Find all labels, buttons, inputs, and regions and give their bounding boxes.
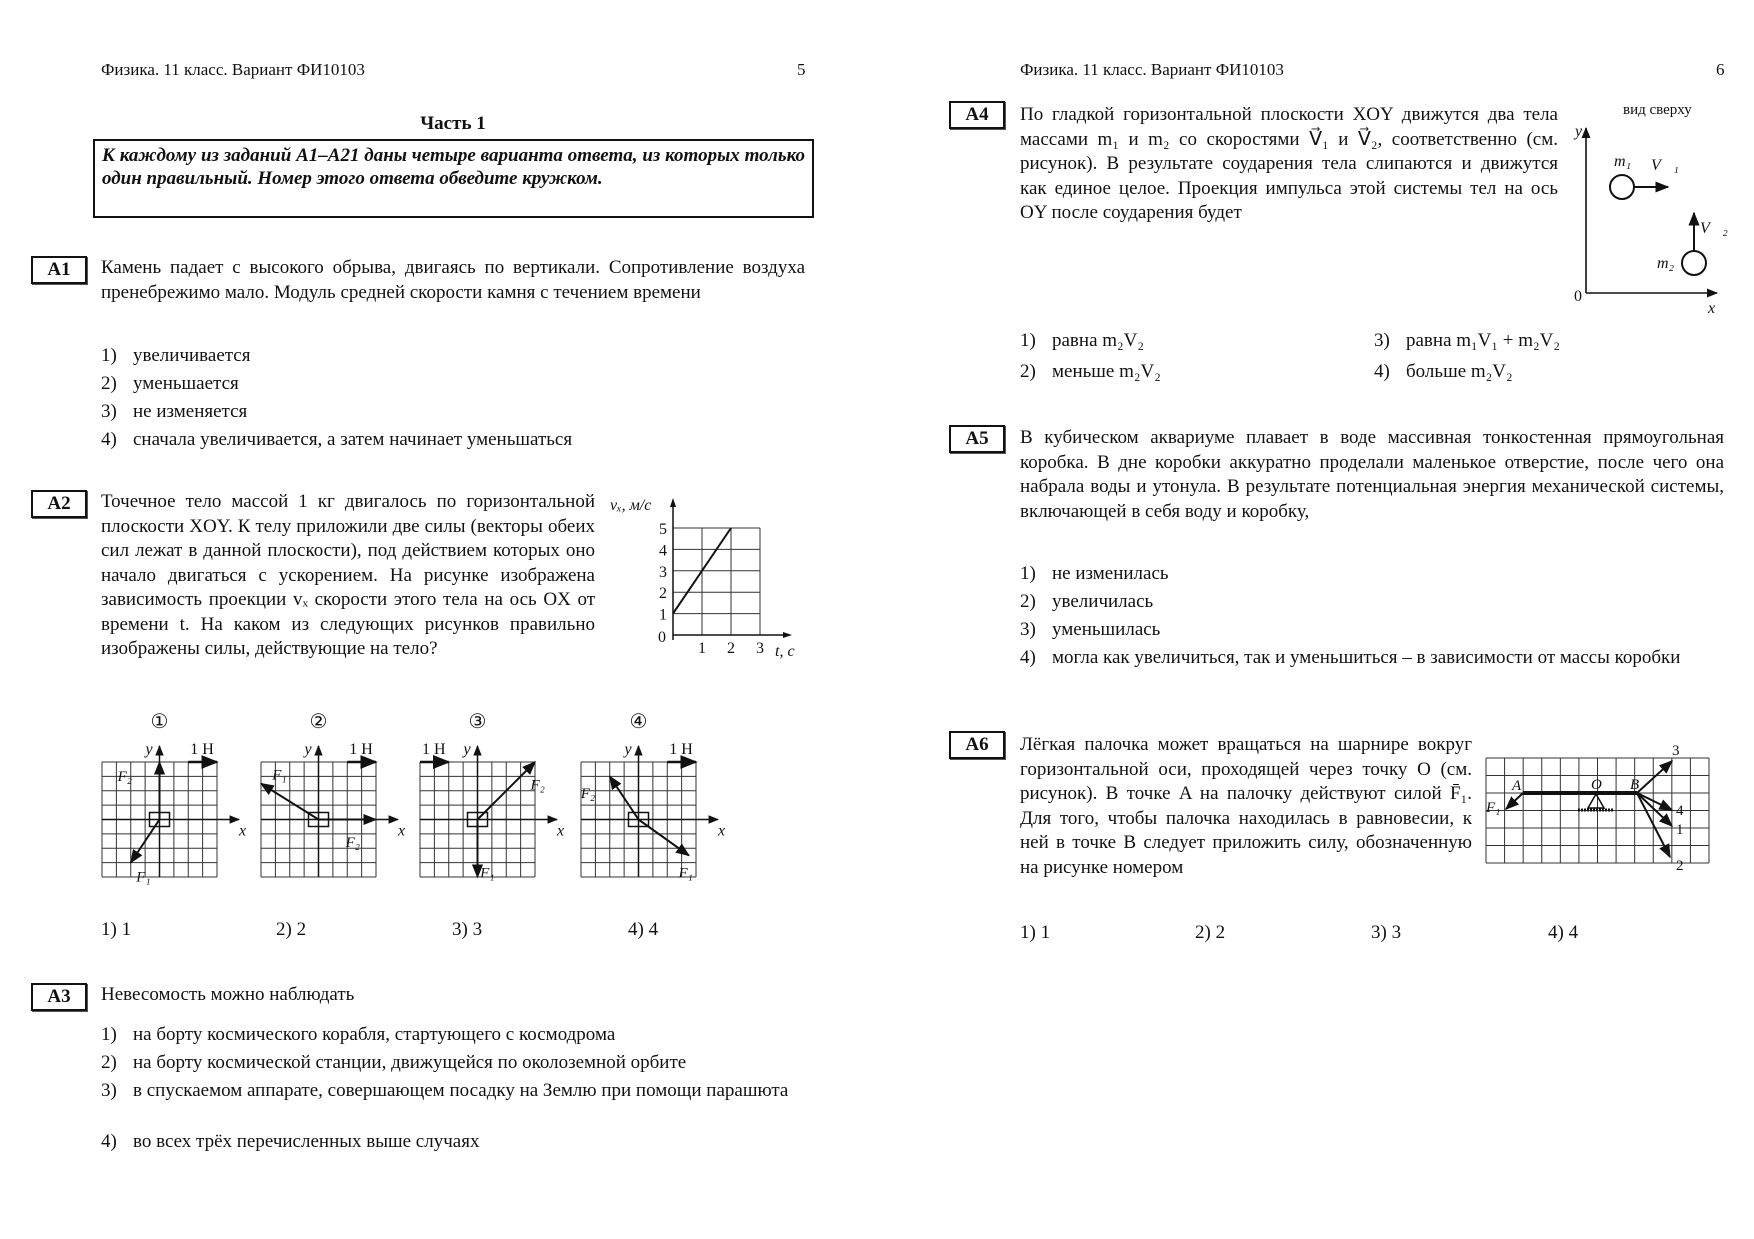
option-text: увеличилась [1052, 591, 1154, 612]
a4-x-label: x [1708, 300, 1716, 317]
a6-answer-1[interactable]: 1) 1 [1020, 922, 1051, 943]
task-a4-text: По гладкой горизонтальной плоскости XOY движутся два тела массами m₁ и m₂ со скоростями V⃗₁ и V⃗₂, соответственно (см. рисунок). В результате соударения тела слипаются и движутся как единое целое. Проекция импульса этой системы тел на ось OY после соударения будет [1020, 104, 1558, 223]
a4-figure [1573, 102, 1728, 317]
task-label-a2: А2 [31, 490, 87, 518]
instruction-box: К каждому из заданий А1–А21 даны четыре варианта ответа, из которых только один правильный. Номер этого ответа обведите кружком. [93, 139, 814, 218]
task-a5-text: В кубическом аквариуме плавает в воде массивная тонкостенная прямоугольная коробка. В дне коробки аккуратно проделали маленькое отверстие, после чего она набрала воды и утонула. В результате потенциальная энергия механической системы, включающей в себя воду и коробку, [1020, 427, 1724, 522]
a3-option[interactable] [101, 1079, 805, 1104]
option-text: не изменилась [1052, 563, 1169, 584]
x-axis-label: x [398, 822, 406, 840]
task-label-a3: А3 [31, 983, 87, 1011]
diagram-number: ② [309, 711, 328, 733]
task-a2-text: Точечное тело массой 1 кг двигалось по горизонтальной плоскости XOY. К телу приложили две силы (векторы обеих сил лежат в данной плоскости), под действием которых оно начало двигаться с ускорением. На рисунке изображена зависимость проекции vₓ скорости этого тела на ось OX от времени t. На каком из следующих рисунков правильно изображены силы, действующие на тело? [101, 491, 595, 659]
option-text: на борту космической станции, движущейся по околоземной орбите [133, 1052, 687, 1073]
task-a3-text: Невесомость можно наблюдать [101, 984, 355, 1005]
m1-label: m₁ [1614, 153, 1632, 170]
option-number: 2) [101, 373, 117, 394]
a2-answer-3[interactable]: 3) 3 [452, 919, 483, 940]
page-header-left: Физика. 11 класс. Вариант ФИ10103 [101, 60, 365, 79]
a4-y-label: y [1575, 123, 1583, 140]
a6-answer-2[interactable]: 2) 2 [1195, 922, 1226, 943]
option-number: 3) [101, 401, 117, 422]
f2-label: F₂ [345, 835, 360, 852]
y-tick-label: 5 [659, 521, 667, 538]
option-text: на борту космического корабля, стартующего с космодрома [133, 1024, 616, 1045]
option-text: уменьшилась [1052, 619, 1161, 640]
f1-label: F₁ [480, 865, 495, 882]
a2-answer-1[interactable]: 1) 1 [101, 919, 132, 940]
option-text: равна m₂V₂ [1052, 330, 1145, 351]
a4-option[interactable] [1374, 329, 1560, 354]
a4-option[interactable] [1374, 360, 1513, 385]
option-text: сначала увеличивается, а затем начинает уменьшаться [133, 429, 573, 450]
f1-label: F₁ [678, 865, 693, 882]
option-number: 4) [1374, 361, 1390, 382]
v2-label: V⃗₂ [1700, 220, 1728, 237]
mass-1-circle [1610, 175, 1634, 199]
x-tick-label: 1 [698, 640, 706, 657]
y-tick-label: 1 [659, 606, 667, 624]
f1-label: F₁ [136, 869, 151, 886]
m2-label: m₂ [1657, 255, 1675, 272]
force-diagram-1 [102, 711, 246, 886]
task-a6-text: Лёгкая палочка может вращаться на шарнире вокруг горизонтальной оси, проходящей через точку O (см. рисунок). В точке A на палочку действуют силой F̄₁. Для того, чтобы палочка находилась в равновесии, к ней в точке B следует приложить силу, обозначенную на рисунке номером [1020, 734, 1472, 878]
option-number: 1) [1020, 563, 1036, 584]
page-header-right: Физика. 11 класс. Вариант ФИ10103 [1020, 60, 1284, 79]
y-axis-label: y [624, 741, 632, 758]
force-1-arrow [1637, 793, 1672, 826]
x-tick-label: 2 [727, 640, 735, 657]
a2-answer-4[interactable]: 4) 4 [628, 919, 659, 940]
option-text: могла как увеличиться, так и уменьшиться – в зависимости от массы коробки [1052, 647, 1681, 668]
diagram-number: ③ [468, 711, 487, 733]
y-tick-label: 2 [659, 585, 667, 603]
task-label-a4: А4 [949, 101, 1005, 129]
a3-option[interactable] [101, 1023, 805, 1048]
a5-option[interactable] [1020, 618, 1724, 643]
view-caption: вид сверху [1623, 102, 1692, 118]
force-3-label: 3 [1672, 743, 1680, 759]
a5-option[interactable] [1020, 562, 1724, 587]
point-o-label: O [1591, 777, 1602, 793]
f2-label: F₂ [117, 768, 132, 785]
y-axis-label: y [304, 741, 312, 758]
force-diagram-4 [580, 711, 725, 881]
y-tick-label: 3 [659, 563, 667, 581]
option-number: 4) [101, 429, 117, 450]
option-text: меньше m₂V₂ [1052, 361, 1161, 382]
option-number: 2) [1020, 591, 1036, 612]
a2-answer-2[interactable]: 2) 2 [276, 919, 307, 940]
option-number: 4) [101, 1131, 117, 1152]
option-text: во всех трёх перечисленных выше случаях [133, 1131, 480, 1152]
option-text: больше m₂V₂ [1406, 361, 1513, 382]
x-axis-label: t, с [775, 643, 795, 660]
y-axis-label: vₓ, м/с [610, 497, 652, 514]
force-3-arrow [1637, 761, 1672, 793]
origin-label: 0 [658, 629, 666, 646]
y-axis-label: y [145, 741, 153, 758]
diagram-number: ① [150, 711, 169, 733]
x-tick-label: 3 [756, 640, 764, 657]
task-a1-text: Камень падает с высокого обрыва, двигаясь по вертикали. Сопротивление воздуха пренебрежимо мало. Модуль средней скорости камня с течением времени [101, 257, 805, 303]
force-2-label: 2 [1676, 858, 1684, 874]
a6-answer-3[interactable]: 3) 3 [1371, 922, 1402, 943]
f1-label: F₁ [272, 767, 287, 784]
a3-option[interactable] [101, 1051, 805, 1076]
force-1-label: 1 [1676, 822, 1684, 838]
f2-label: F₂ [580, 786, 596, 803]
y-axis-label: y [463, 741, 471, 758]
option-text: уменьшается [133, 373, 239, 394]
option-number: 2) [101, 1052, 117, 1073]
a3-option[interactable] [101, 1130, 805, 1155]
y-tick-label: 4 [659, 542, 667, 560]
f1-label: F₁ [1486, 800, 1501, 816]
point-b-label: B [1630, 777, 1640, 793]
option-number: 1) [1020, 330, 1036, 351]
a5-option[interactable] [1020, 646, 1724, 671]
force-f1-arrow [1506, 793, 1523, 809]
a5-option[interactable] [1020, 590, 1724, 615]
task-label-a1: А1 [31, 256, 87, 284]
scale-label: 1 Н [349, 741, 373, 758]
option-number: 1) [101, 345, 117, 366]
diagram-number: ④ [629, 711, 648, 733]
option-text: не изменяется [133, 401, 248, 422]
task-label-a5: А5 [949, 425, 1005, 453]
task-label-a6: А6 [949, 731, 1005, 759]
option-number: 2) [1020, 361, 1036, 382]
option-text: в спускаемом аппарате, совершающем посадку на Землю при помощи парашюта [133, 1080, 789, 1101]
f2-label: F₂ [530, 777, 545, 794]
x-axis-label: x [718, 822, 726, 840]
hinge-icon [1588, 794, 1604, 808]
option-text: увеличивается [133, 345, 251, 366]
scale-label: 1 Н [190, 741, 214, 758]
scale-label: 1 Н [669, 741, 693, 758]
page-number-right: 6 [1716, 60, 1725, 79]
page-number-left: 5 [797, 60, 806, 79]
mass-2-circle [1682, 251, 1706, 275]
option-number: 3) [101, 1080, 117, 1101]
point-a-label: A [1512, 778, 1522, 794]
a6-answer-4[interactable]: 4) 4 [1548, 922, 1579, 943]
force-4-label: 4 [1676, 803, 1684, 819]
force-diagram-3 [420, 711, 564, 881]
option-number: 4) [1020, 647, 1036, 668]
a6-figure [1485, 743, 1709, 874]
option-number: 3) [1020, 619, 1036, 640]
option-text: равна m₁V₁ + m₂V₂ [1406, 330, 1560, 351]
a4-origin-label: 0 [1574, 288, 1582, 305]
x-axis-label: x [239, 822, 247, 840]
option-number: 3) [1374, 330, 1390, 351]
scale-label: 1 Н [422, 741, 446, 758]
a4-option[interactable] [1020, 329, 1144, 354]
v1-label: V⃗₁ [1651, 157, 1679, 174]
option-number: 1) [101, 1024, 117, 1045]
part-title: Часть 1 [420, 113, 486, 134]
x-axis-label: x [557, 822, 565, 840]
force-diagram-2 [261, 711, 405, 877]
a4-option[interactable] [1020, 360, 1161, 385]
